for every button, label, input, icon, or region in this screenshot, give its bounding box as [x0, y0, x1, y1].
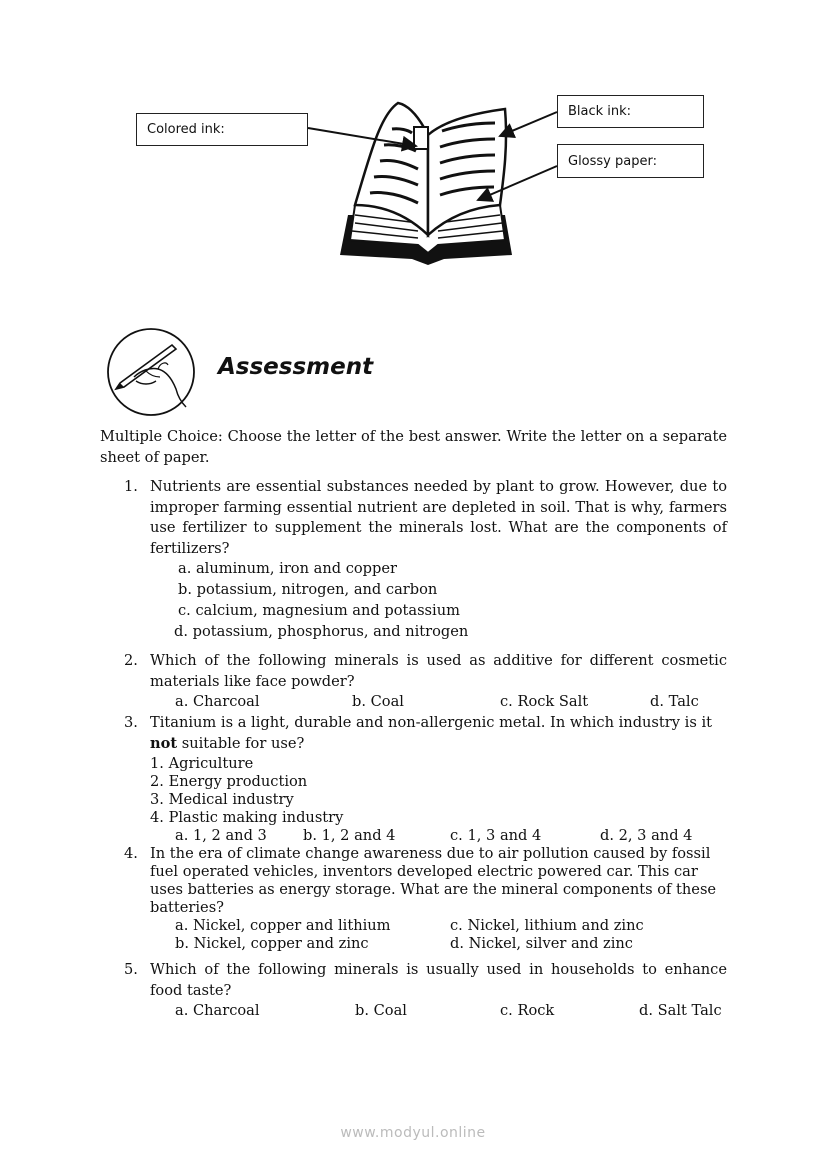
q2-option-c: c. Rock Salt — [500, 693, 589, 710]
q3-text-line2 — [150, 734, 304, 755]
footer-url: www.modyul.online — [340, 1125, 486, 1141]
q2-number: 2. — [124, 652, 138, 669]
q5-option-a: a. Charcoal — [175, 1002, 260, 1019]
q1-text: Nutrients are essential substances needed by plant to grow. However, due to improper farming essential nutrient are depleted in soil. That is why, farmers use fertilizer to supplement the minerals lost. What are the components of fertilizers? — [150, 478, 727, 557]
q2-text: Which of the following minerals is used as additive for different cosmetic materials like face powder? — [150, 652, 727, 690]
q5-option-c: c. Rock — [500, 1002, 555, 1019]
q4-option-d: d. Nickel, silver and zinc — [450, 935, 633, 952]
q3-list-4: 4. Plastic making industry — [150, 809, 344, 826]
q1-option-c: c. calcium, magnesium and potassium — [178, 602, 460, 619]
glossy-paper-text: Glossy paper: — [568, 153, 657, 169]
q3-list-3: 3. Medical industry — [150, 791, 294, 808]
q3-option-b: b. 1, 2 and 4 — [303, 827, 396, 844]
q4-option-c: c. Nickel, lithium and zinc — [450, 917, 644, 934]
q4-number: 4. — [124, 845, 138, 862]
q1-number: 1. — [124, 478, 138, 495]
q3-text-line1: Titanium is a light, durable and non-allergenic metal. In which industry is it — [150, 714, 712, 731]
q3-option-c: c. 1, 3 and 4 — [450, 827, 542, 844]
q4-option-a: a. Nickel, copper and lithium — [175, 917, 391, 934]
q5-text: Which of the following minerals is usually used in households to enhance food taste? — [150, 961, 727, 999]
q2-option-b: b. Coal — [352, 693, 404, 710]
q3-list-2: 2. Energy production — [150, 773, 308, 790]
black-ink-text: Black ink: — [568, 104, 632, 119]
q1-option-b: b. potassium, nitrogen, and carbon — [178, 581, 438, 598]
q3-option-a: a. 1, 2 and 3 — [175, 827, 267, 844]
q1-option-d: d. potassium, phosphorus, and nitrogen — [174, 623, 469, 640]
q2-option-d: d. Talc — [650, 693, 699, 710]
q3-option-d: d. 2, 3 and 4 — [600, 827, 693, 844]
q5-option-d: d. Salt Talc — [639, 1002, 722, 1019]
q1-option-a: a. aluminum, iron and copper — [178, 560, 397, 577]
open-book-icon — [300, 95, 560, 275]
q3-text-rest: suitable for use? — [177, 735, 305, 752]
instructions: Multiple Choice: Choose the letter of the best answer. Write the letter on a separate sheet of paper. — [100, 428, 727, 466]
q4-option-b: b. Nickel, copper and zinc — [175, 935, 369, 952]
glossy-paper-label — [557, 144, 704, 178]
section-title: Assessment — [218, 354, 374, 380]
q5-number: 5. — [124, 961, 138, 978]
q3-list-1: 1. Agriculture — [150, 755, 254, 772]
colored-ink-label — [136, 113, 308, 146]
q5-option-b: b. Coal — [355, 1002, 407, 1019]
black-ink-label — [557, 95, 704, 128]
q3-text-bold: not — [150, 735, 178, 752]
colored-ink-text: Colored ink: — [147, 122, 225, 137]
q2-option-a: a. Charcoal — [175, 693, 260, 710]
q3-number: 3. — [124, 714, 138, 731]
q4-text: In the era of climate change awareness due to air pollution caused by fossil fuel operated vehicles, inventors developed electric powered car. This car uses batteries as energy storage. What are the mineral components of these batteries? — [150, 845, 717, 916]
hand-writing-pencil-icon — [106, 327, 196, 417]
